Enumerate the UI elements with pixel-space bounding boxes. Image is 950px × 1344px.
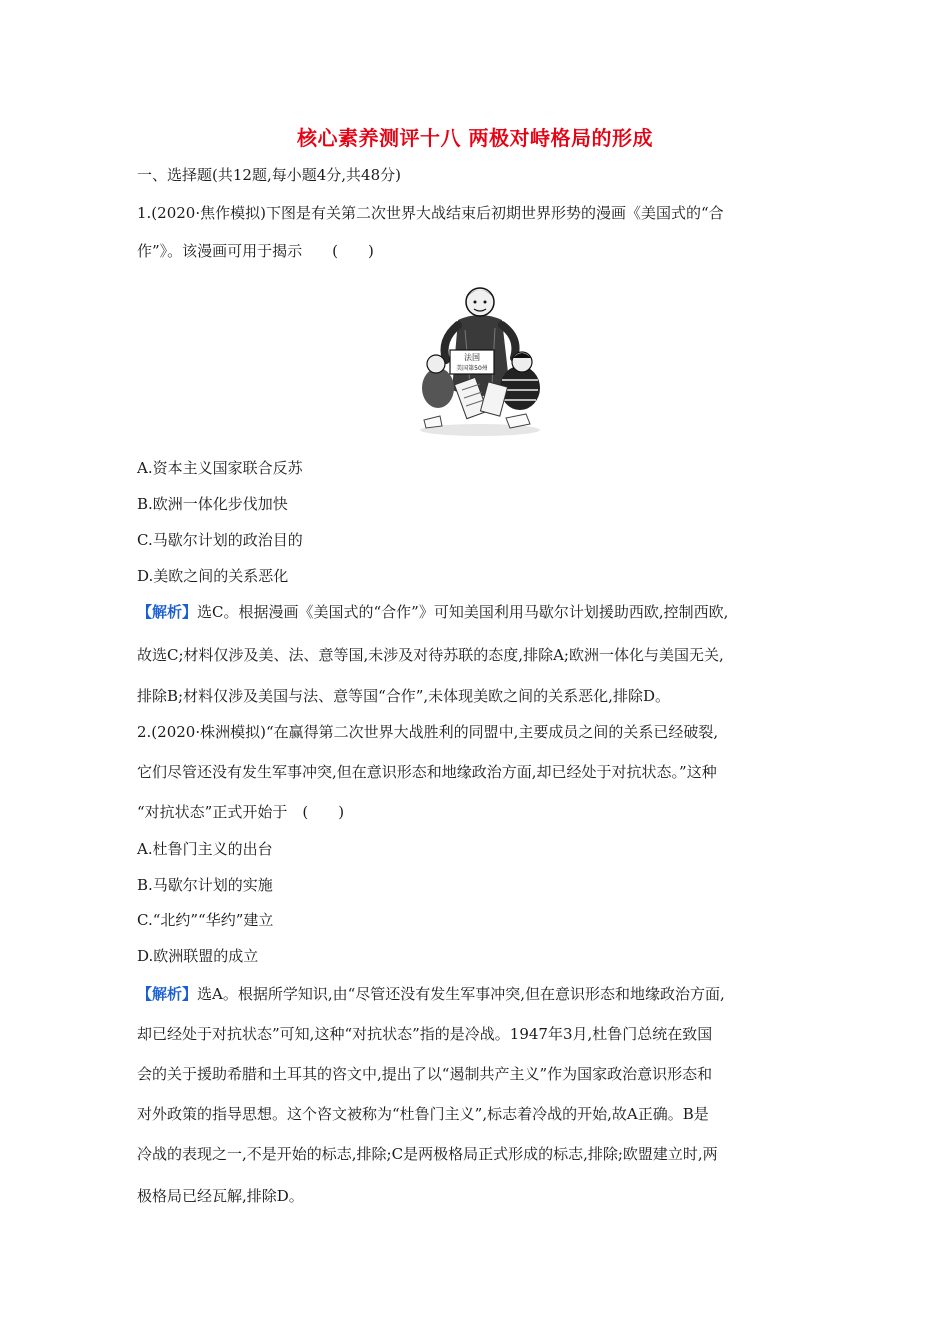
- q1-analysis-line-1: [137, 602, 827, 622]
- q2-analysis-line-5: 冷战的表现之一,不是开始的标志,排除;C是两极格局正式形成的标志,排除;欧盟建立时,两: [137, 1145, 718, 1163]
- q2-analysis-line-4: 对外政策的指导思想。这个咨文被称为“杜鲁门主义”,标志着冷战的开始,故A正确。B是: [137, 1105, 709, 1123]
- q2-option-a: A.杜鲁门主义的出台: [137, 840, 273, 858]
- q2-stem-line-1: 2.(2020·株洲模拟)“在赢得第二次世界大战胜利的同盟中,主要成员之间的关系已经破裂,: [137, 723, 719, 741]
- q2-analysis-text-1: 选A。根据所学知识,由“尽管还没有发生军事冲突,但在意识形态和地缘政治方面,: [197, 985, 725, 1003]
- cartoon-image: [410, 280, 550, 440]
- q2-stem-line-3: “对抗状态”正式开始于 ( ): [137, 803, 345, 821]
- q2-option-b: B.马歇尔计划的实施: [137, 876, 273, 894]
- cartoon-sign-state: 美国第50州: [456, 365, 488, 372]
- q1-stem-line-1: 1.(2020·焦作模拟)下图是有关第二次世界大战结束后初期世界形势的漫画《美国式的“合: [137, 204, 724, 222]
- q1-option-c: C.马歇尔计划的政治目的: [137, 531, 303, 549]
- q2-analysis-line-2: 却已经处于对抗状态”可知,这种“对抗状态”指的是冷战。1947年3月,杜鲁门总统在致国: [137, 1025, 713, 1043]
- q1-analysis-line-2: 故选C;材料仅涉及美、法、意等国,未涉及对待苏联的态度,排除A;欧洲一体化与美国无关,: [137, 646, 724, 664]
- q2-analysis-line-6: 极格局已经瓦解,排除D。: [137, 1187, 304, 1205]
- q1-option-a: A.资本主义国家联合反苏: [137, 459, 303, 477]
- q2-option-c: C.“北约”“华约”建立: [137, 911, 274, 929]
- cartoon-sign-france: 法国: [464, 353, 480, 362]
- q1-option-b: B.欧洲一体化步伐加快: [137, 495, 288, 513]
- q1-option-d: D.美欧之间的关系恶化: [137, 567, 289, 585]
- q2-analysis-line-3: 会的关于援助希腊和土耳其的咨文中,提出了以“遏制共产主义”作为国家政治意识形态和: [137, 1065, 713, 1083]
- q2-analysis-tag: 【解析】: [137, 985, 198, 1003]
- q1-stem-line-2: 作”》。该漫画可用于揭示 ( ): [137, 242, 374, 260]
- section-header: 一、选择题(共12题,每小题4分,共48分): [137, 166, 401, 184]
- q1-analysis-line-3: 排除B;材料仅涉及美国与法、意等国“合作”,未体现美欧之间的关系恶化,排除D。: [137, 687, 670, 705]
- q1-analysis-tag: 【解析】: [137, 603, 198, 621]
- q1-analysis-text-1: 选C。根据漫画《美国式的“合作”》可知美国利用马歇尔计划援助西欧,控制西欧,: [197, 603, 729, 621]
- q2-analysis-line-1: [137, 984, 827, 1004]
- q2-option-d: D.欧洲联盟的成立: [137, 947, 259, 965]
- page-title: 核心素养测评十八 两极对峙格局的形成: [297, 126, 653, 150]
- q2-stem-line-2: 它们尽管还没有发生军事冲突,但在意识形态和地缘政治方面,却已经处于对抗状态。”这种: [137, 763, 717, 781]
